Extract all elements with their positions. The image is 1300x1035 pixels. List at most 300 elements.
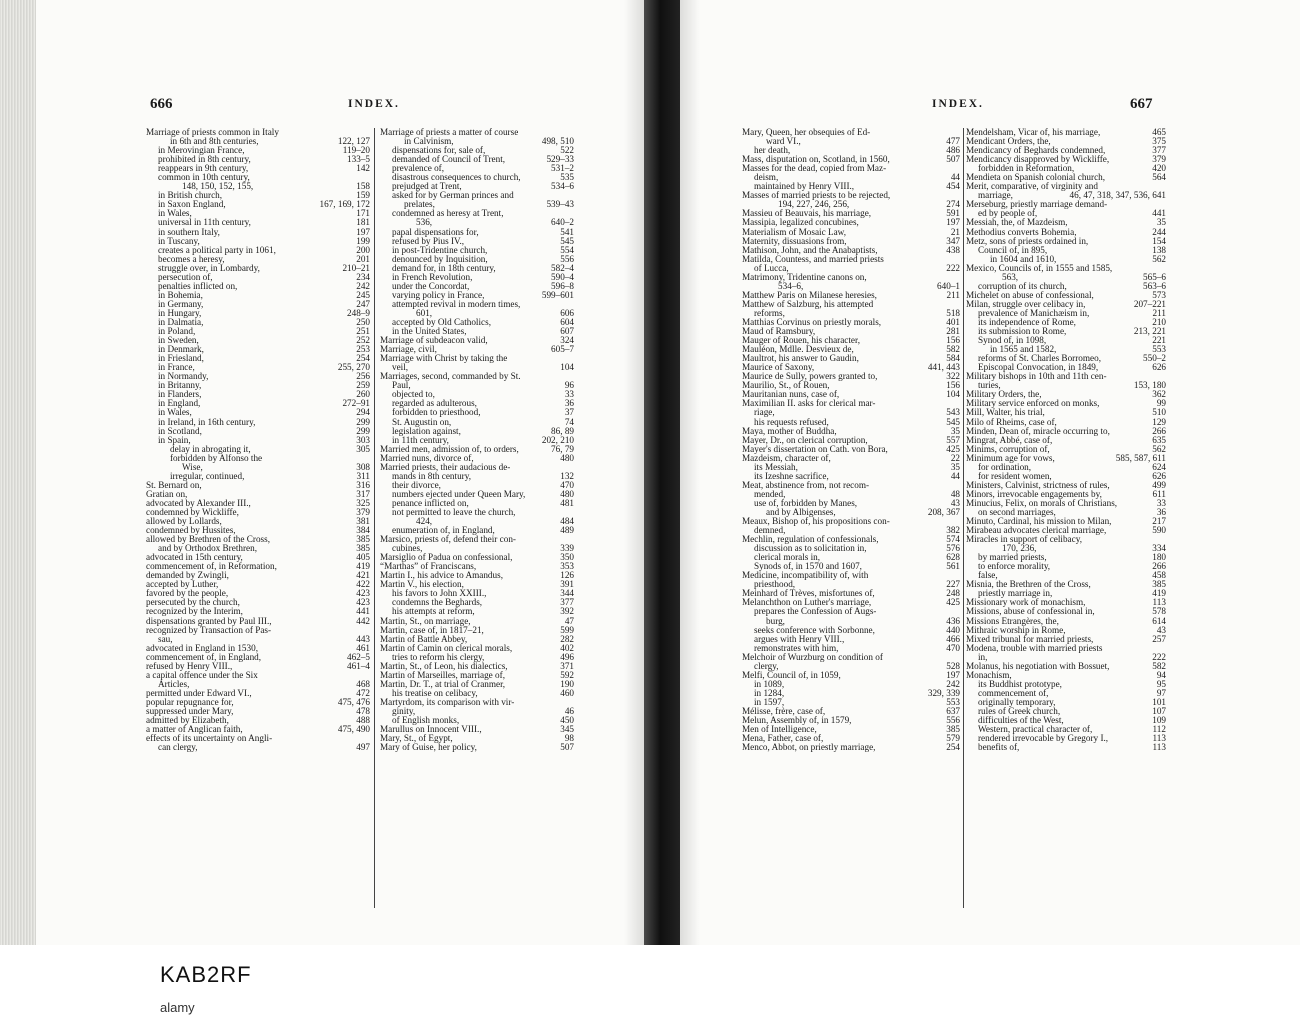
index-entry-pages: 202, 210 (541, 435, 574, 445)
index-entry-text: commencement of, in England, (146, 652, 262, 662)
index-entry-pages: 334 (1152, 544, 1166, 554)
index-entry (742, 309, 960, 318)
index-entry-pages: 561 (946, 562, 960, 572)
index-entry (380, 137, 574, 146)
index-entry (380, 743, 574, 752)
index-entry (146, 291, 370, 300)
index-entry-pages: 22 (950, 453, 960, 463)
index-entry-pages: 507 (560, 743, 574, 753)
index-entry (380, 598, 574, 607)
index-entry-pages: 385 (356, 535, 370, 545)
index-entry-text: Molanus, his negotiation with Bossuet, (966, 661, 1110, 671)
right-page-number: 667 (1130, 96, 1153, 112)
index-entry-text: Matthias Corvinus on priestly morals, (742, 317, 882, 327)
index-entry (380, 255, 574, 264)
index-entry-text: Paul, (392, 381, 411, 391)
index-entry-text: Mary, St., of Egypt, (380, 734, 453, 744)
left-page-number: 666 (150, 96, 173, 112)
index-entry (380, 273, 574, 282)
index-entry (966, 635, 1166, 644)
index-entry-text: Melchoir of Wurzburg on condition of (742, 652, 883, 662)
index-entry (380, 155, 574, 164)
index-entry-text: “Marthas” of Franciscans, (380, 562, 477, 572)
index-entry-pages: 460 (560, 688, 574, 698)
index-entry-pages: 470 (560, 480, 574, 490)
index-entry-text: Council of, in 895, (978, 245, 1048, 255)
index-entry (966, 363, 1166, 372)
index-entry-text: Married men, admission of, to orders, (380, 444, 519, 454)
index-entry-text: in Merovingian France, (158, 146, 245, 156)
index-entry (742, 300, 960, 309)
index-entry-pages: 272–91 (342, 399, 370, 409)
index-entry-text: Methodius converts Bohemia, (966, 227, 1077, 237)
index-entry (966, 445, 1166, 454)
index-entry (966, 508, 1166, 517)
index-entry (146, 381, 370, 390)
index-entry (742, 173, 960, 182)
index-entry-text: clerical morals in, (754, 553, 821, 563)
index-entry-text: prepares the Confession of Augs- (754, 607, 877, 617)
index-entry (380, 427, 574, 436)
index-entry (146, 535, 370, 544)
index-entry-pages: 582–4 (551, 263, 574, 273)
index-entry-pages: 614 (1152, 616, 1166, 626)
index-entry-pages: 180 (1152, 553, 1166, 563)
index-entry-text: its submission to Rome, (978, 327, 1067, 337)
index-entry-text: 148, 150, 152, 155, (182, 182, 254, 192)
index-entry-text: demanded of Council of Trent, (392, 155, 506, 165)
index-entry (380, 725, 574, 734)
index-entry (742, 209, 960, 218)
index-entry-text: Mayer, Dr., on clerical corruption, (742, 435, 868, 445)
index-entry-text: corruption of its church, (978, 281, 1067, 291)
index-entry (742, 689, 960, 698)
index-entry (146, 164, 370, 173)
index-entry (966, 644, 1166, 653)
index-entry (742, 526, 960, 535)
index-entry (966, 526, 1166, 535)
index-entry-pages: 322 (946, 372, 960, 382)
index-entry (966, 191, 1166, 200)
index-entry-pages: 624 (1152, 462, 1166, 472)
index-entry (380, 644, 574, 653)
index-entry (146, 218, 370, 227)
index-entry (146, 671, 370, 680)
index-entry-text: marriage, (978, 191, 1013, 201)
index-entry-text: turies, (978, 381, 1001, 391)
index-entry-text: in Scotland, (158, 426, 202, 436)
index-entry-text: in Hungary, (158, 308, 202, 318)
index-entry-text: in Flanders, (158, 390, 202, 400)
index-entry (966, 653, 1166, 662)
index-entry (380, 128, 574, 137)
index-entry-pages (956, 571, 960, 580)
index-entry-text: in Britanny, (158, 381, 202, 391)
index-entry-text: in post-Tridentine church, (392, 245, 488, 255)
index-entry-pages: 477 (946, 137, 960, 147)
index-entry (742, 418, 960, 427)
index-entry-text: 170, 236, (1002, 544, 1037, 554)
index-entry-text: not permitted to leave the church, (392, 507, 516, 517)
index-entry-text: veil, (392, 363, 409, 373)
index-entry-pages: 382 (946, 526, 960, 536)
index-entry (742, 535, 960, 544)
index-entry (380, 535, 574, 544)
index-entry (146, 427, 370, 436)
index-entry-pages (1162, 644, 1166, 653)
index-entry-text: suppressed under Mary, (146, 707, 234, 716)
index-entry-text: in Bohemia, (158, 290, 203, 300)
index-entry-text: Maternity, dissuasions from, (742, 236, 847, 246)
index-entry-text: admitted by Elizabeth, (146, 716, 229, 726)
index-entry (146, 653, 370, 662)
index-entry-pages: 257 (1152, 634, 1166, 644)
index-entry-text: 194, 227, 246, 256, (778, 200, 850, 210)
index-entry (742, 237, 960, 246)
stock-watermark-band (0, 945, 1300, 1035)
index-entry-text: universal in 11th century, (158, 218, 251, 228)
index-entry (966, 481, 1166, 490)
index-entry-text: Mauritanian nuns, case of, (742, 390, 840, 400)
index-entry-pages: 381 (356, 517, 370, 527)
index-entry-text: reforms of St. Charles Borromeo, (978, 354, 1101, 364)
index-entry-text: by married priests, (978, 553, 1047, 563)
index-entry-pages: 201 (356, 254, 370, 264)
index-entry-text: Marriage of priests a matter of course (380, 128, 519, 137)
index-entry-text: Massieu of Beauvais, his marriage, (742, 209, 872, 219)
index-entry (380, 173, 574, 182)
index-entry-pages: 441, 443 (927, 363, 960, 373)
index-entry (146, 418, 370, 427)
index-entry-text: clergy, (754, 661, 779, 671)
index-entry (742, 273, 960, 282)
index-entry-text: deism, (754, 173, 779, 183)
index-entry-text: to enforce morality, (978, 562, 1051, 572)
index-entry (742, 517, 960, 526)
index-entry (146, 490, 370, 499)
index-entry (742, 264, 960, 273)
right-index-column-2 (966, 128, 1166, 752)
index-entry-pages: 590–4 (551, 272, 574, 282)
index-entry (966, 562, 1166, 571)
index-entry (380, 553, 574, 562)
index-entry-pages: 122, 127 (337, 137, 370, 147)
index-entry-text: Martin, St., of Leon, his dialectics, (380, 661, 508, 671)
index-entry (742, 580, 960, 589)
index-entry-pages (570, 354, 574, 363)
index-entry-text: allowed by Lollards, (146, 517, 222, 527)
index-entry-text: riage, (754, 408, 775, 418)
index-entry-pages: 461 (356, 643, 370, 653)
index-entry (380, 408, 574, 417)
index-entry-pages: 76, 79 (551, 444, 574, 454)
index-entry (742, 408, 960, 417)
index-entry (380, 544, 574, 553)
index-entry-pages: 543 (946, 408, 960, 418)
index-entry-pages: 299 (356, 417, 370, 427)
index-entry-text: ginity, (392, 707, 416, 716)
index-entry-text: Mathison, John, and the Anabaptists, (742, 245, 878, 255)
index-entry-pages: 43 (1156, 625, 1166, 635)
left-index-column-2 (380, 128, 574, 752)
index-entry-pages: 46, 47, 318, 347, 536, 641 (1069, 191, 1166, 201)
index-entry-pages: 441 (1152, 209, 1166, 219)
index-entry-pages: 234 (356, 272, 370, 282)
index-entry (380, 264, 574, 273)
index-entry-text: Merit, comparative, of virginity and (966, 182, 1098, 192)
index-entry-text: Martin of Battle Abbey, (380, 634, 468, 644)
index-entry (380, 698, 574, 707)
index-entry-pages: 584 (946, 354, 960, 364)
index-entry-pages: 245 (356, 290, 370, 300)
index-entry (380, 246, 574, 255)
index-entry (380, 291, 574, 300)
index-entry-text: Mithraic worship in Rome, (966, 625, 1066, 635)
index-entry (380, 345, 574, 354)
index-entry (742, 128, 960, 137)
index-entry (742, 571, 960, 580)
index-entry-pages: 545 (946, 417, 960, 427)
index-entry-text: Minors, irrevocable engagements by, (966, 489, 1102, 499)
index-entry-text: Martin V., his election, (380, 580, 464, 590)
index-entry-pages: 468 (356, 679, 370, 689)
index-entry (380, 680, 574, 689)
index-entry-text: in Wales, (158, 408, 192, 418)
index-entry (966, 662, 1166, 671)
index-entry-text: Martin, St., on marriage, (380, 616, 471, 626)
index-entry-text: a capital offence under the Six (146, 670, 258, 680)
index-entry-text: refused by Pius IV., (392, 236, 465, 246)
index-entry-text: Mary, Queen, her obsequies of Ed- (742, 128, 871, 137)
index-entry-text: reforms, (754, 308, 785, 318)
index-entry (146, 318, 370, 327)
index-entry-text: prevalence of Manichæism in, (978, 308, 1090, 318)
index-entry (380, 472, 574, 481)
index-entry-text: Synod of, in 1098, (978, 336, 1047, 346)
index-entry (742, 327, 960, 336)
index-entry-text: Synods of, in 1570 and 1607, (754, 562, 862, 572)
index-entry (966, 580, 1166, 589)
index-entry-text: in 6th and 8th centuries, (170, 137, 259, 147)
index-entry (966, 499, 1166, 508)
index-entry (742, 436, 960, 445)
index-entry-text: accepted by Old Catholics, (392, 317, 491, 327)
index-entry (966, 617, 1166, 626)
index-entry-pages (366, 734, 370, 743)
index-entry-pages: 556 (946, 716, 960, 726)
index-entry-text: Minucius, Felix, on morals of Christians, (966, 498, 1118, 508)
index-entry-pages: 197 (946, 218, 960, 228)
index-entry-text: Marriage of priests common in Italy (146, 128, 279, 137)
index-entry-pages (366, 626, 370, 635)
index-entry-pages: 190 (560, 679, 574, 689)
index-entry (742, 644, 960, 653)
index-entry (146, 128, 370, 137)
index-entry-pages: 113 (1152, 598, 1166, 608)
index-entry (146, 255, 370, 264)
index-entry (966, 427, 1166, 436)
index-entry (146, 237, 370, 246)
index-entry (966, 300, 1166, 309)
index-entry (380, 318, 574, 327)
index-entry-pages: 248–9 (347, 308, 370, 318)
index-entry-pages: 585, 587, 611 (1115, 453, 1166, 463)
index-entry-text: for resident women, (978, 471, 1052, 481)
index-entry-pages: 480 (560, 489, 574, 499)
index-entry (146, 662, 370, 671)
index-entry-text: in 1089, (754, 679, 785, 689)
index-entry-text: 601, (416, 308, 433, 318)
index-entry (380, 200, 574, 209)
index-entry-text: forbidden in Reformation, (978, 164, 1075, 174)
index-entry (966, 309, 1166, 318)
index-entry (380, 481, 574, 490)
index-entry-text: Messiah, the, of Mazdeism, (966, 218, 1068, 228)
index-entry-pages: 405 (356, 553, 370, 563)
index-entry (146, 617, 370, 626)
index-entry-pages: 628 (946, 553, 960, 563)
index-entry-text: Matilda, Countess, and married priests (742, 254, 884, 264)
index-entry-text: Meinhard of Trèves, misfortunes of, (742, 589, 875, 599)
index-entry-text: refused by Henry VIII., (146, 661, 233, 671)
index-entry (146, 716, 370, 725)
index-entry-pages: 442 (356, 616, 370, 626)
index-entry-text: condemned by Wickliffe, (146, 507, 239, 517)
index-entry-pages (366, 173, 370, 182)
index-entry (380, 671, 574, 680)
index-entry-pages: 562 (1152, 254, 1166, 264)
index-entry (380, 218, 574, 227)
index-entry-pages: 46 (564, 707, 574, 716)
index-entry-text: Marsiglio of Padua on confessional, (380, 553, 513, 563)
index-entry-pages: 640–2 (551, 218, 574, 228)
index-entry-pages: 242 (356, 281, 370, 291)
index-entry-pages: 207–221 (1133, 299, 1166, 309)
index-entry-text: Mendicancy disapproved by Wickliffe, (966, 155, 1110, 165)
index-entry (380, 399, 574, 408)
index-entry-text: ed by people of, (978, 209, 1038, 219)
index-entry-text: Mingrat, Abbé, case of, (966, 435, 1053, 445)
index-entry-text: false, (978, 571, 998, 581)
index-entry (380, 390, 574, 399)
index-entry (380, 228, 574, 237)
index-entry-text: 424, (416, 517, 433, 527)
index-entry-pages: 112 (1152, 725, 1166, 735)
index-entry-pages: 475, 476 (337, 697, 370, 707)
index-entry-pages: 35 (950, 426, 960, 436)
index-entry-text: papal dispensations for, (392, 227, 479, 237)
index-entry-pages (1162, 535, 1166, 544)
index-entry (146, 228, 370, 237)
right-page-header: INDEX. (932, 98, 984, 110)
index-entry-text: originally temporary, (978, 697, 1056, 707)
index-entry-pages: 329, 339 (927, 688, 960, 698)
index-entry-pages: 181 (356, 218, 370, 228)
index-entry (966, 698, 1166, 707)
index-entry-pages: 450 (560, 716, 574, 726)
index-entry (742, 200, 960, 209)
index-entry-text: Mendicancy of Beghards condemned, (966, 146, 1106, 156)
index-entry-pages: 254 (356, 354, 370, 364)
index-entry-pages: 253 (356, 345, 370, 355)
index-entry-pages (570, 463, 574, 472)
index-entry-pages: 401 (946, 317, 960, 327)
index-entry-text: asked for by German princes and (392, 191, 514, 201)
index-entry-pages: 607 (560, 327, 574, 337)
index-entry-pages: 159 (356, 191, 370, 201)
index-entry-pages: 256 (356, 372, 370, 382)
index-entry (146, 598, 370, 607)
index-entry-pages: 44 (950, 173, 960, 183)
index-entry-pages: 420 (1152, 164, 1166, 174)
index-entry-pages: 423 (356, 589, 370, 599)
index-entry-text: benefits of, (978, 743, 1020, 753)
index-entry-pages: 199 (356, 236, 370, 246)
index-entry-text: commencement of, in Reformation, (146, 562, 277, 572)
index-entry (146, 571, 370, 580)
index-entry-text: Materialism of Mosaic Law, (742, 227, 847, 237)
index-entry-text: persecuted by the church, (146, 598, 240, 608)
index-entry-text: sau, (158, 634, 173, 644)
index-entry (380, 381, 574, 390)
index-entry (380, 209, 574, 218)
index-entry (146, 626, 370, 635)
index-entry-text: Minden, Dean of, miracle occurring to, (966, 426, 1110, 436)
index-entry-pages: 599–601 (541, 290, 574, 300)
index-entry-pages: 528 (946, 661, 960, 671)
index-entry (146, 309, 370, 318)
index-entry (380, 499, 574, 508)
index-entry-pages: 498, 510 (541, 137, 574, 147)
index-entry-text: rules of Greek church, (978, 707, 1061, 716)
index-entry (380, 589, 574, 598)
index-entry-pages: 129 (1152, 417, 1166, 427)
index-entry-pages: 375 (1152, 137, 1166, 147)
index-entry-pages: 454 (946, 182, 960, 192)
index-entry-text: Mass, disputation on, Scotland, in 1560, (742, 155, 890, 165)
index-entry (146, 463, 370, 472)
index-entry-text: penalties inflicted on, (158, 281, 238, 291)
index-entry-pages: 626 (1152, 363, 1166, 373)
index-entry-text: prohibited in 8th century, (158, 155, 251, 165)
index-entry-pages: 104 (946, 390, 960, 400)
index-entry-text: Maximilian II. asks for clerical mar- (742, 399, 876, 409)
index-entry-text: Military service enforced on monks, (966, 399, 1100, 409)
index-entry (380, 562, 574, 571)
index-entry (966, 463, 1166, 472)
index-entry-pages: 385 (946, 725, 960, 735)
index-entry (380, 707, 574, 716)
index-entry (146, 200, 370, 209)
index-entry-pages: 384 (356, 526, 370, 536)
index-entry-pages: 592 (560, 670, 574, 680)
index-entry-text: his treatise on celibacy, (392, 688, 478, 698)
index-entry (966, 725, 1166, 734)
index-entry-text: Mirabeau advocates clerical marriage, (966, 526, 1107, 536)
index-entry-pages (570, 535, 574, 544)
index-entry (146, 436, 370, 445)
index-entry-text: Martin I., his advice to Amandus, (380, 571, 503, 581)
index-entry-pages: 259 (356, 381, 370, 391)
index-entry-text: in 11th century, (392, 435, 449, 445)
index-entry-text: Mena, Father, case of, (742, 734, 824, 744)
index-entry-text: its independence of Rome, (978, 317, 1076, 327)
index-entry-pages (956, 191, 960, 200)
index-entry-pages: 96 (564, 381, 574, 391)
index-entry-text: Maultrot, his answer to Gaudin, (742, 354, 859, 364)
index-entry-pages: 488 (356, 716, 370, 726)
index-entry (380, 653, 574, 662)
